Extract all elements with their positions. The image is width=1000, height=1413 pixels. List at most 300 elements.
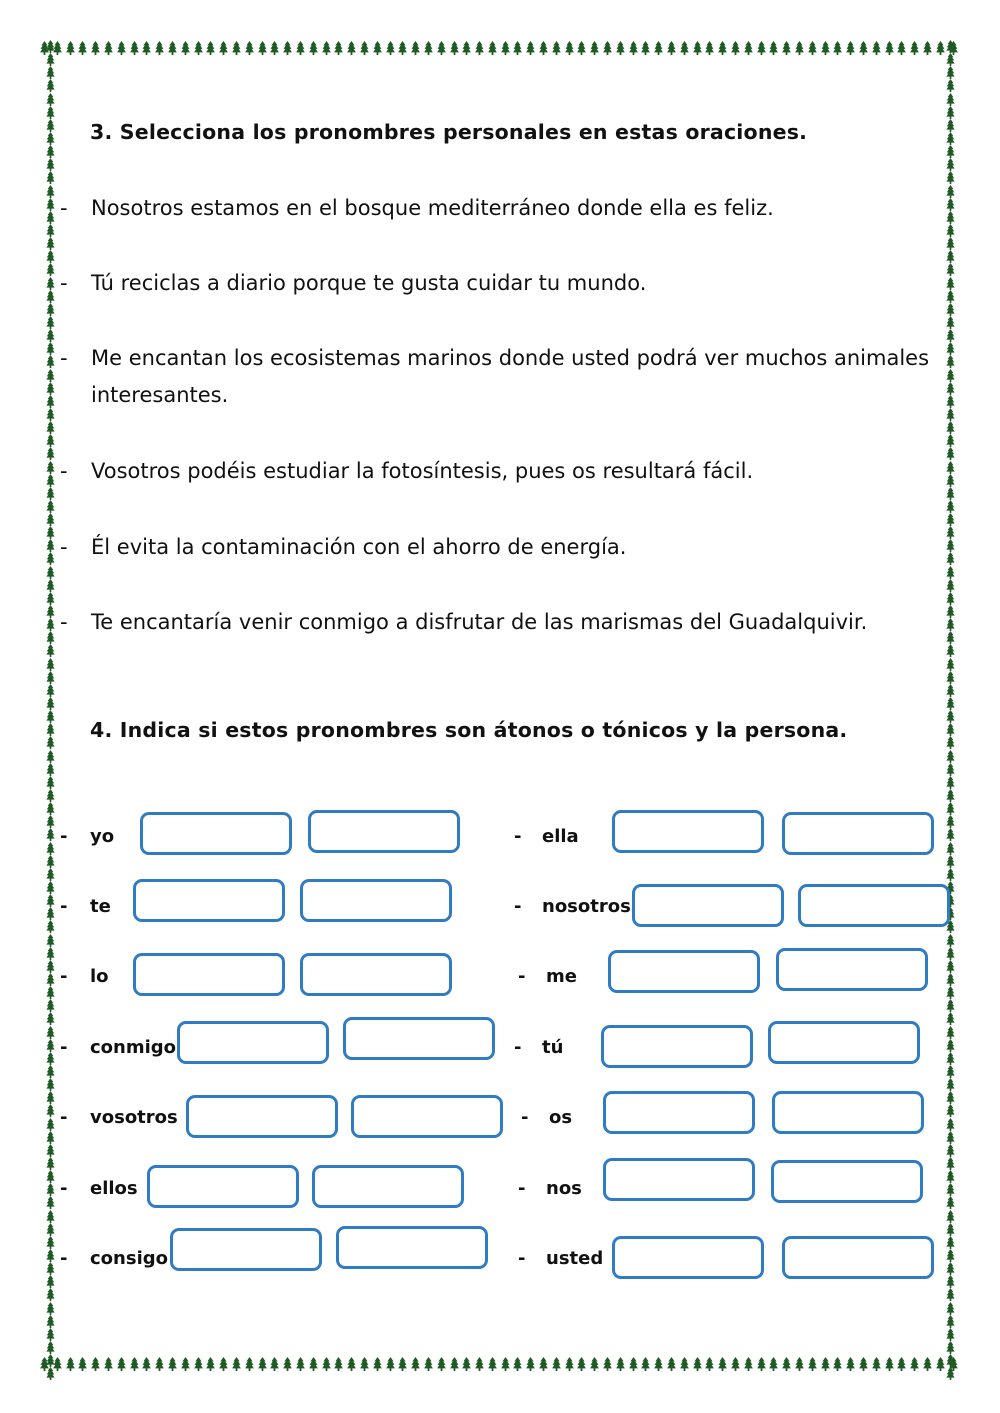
tree-icon	[104, 41, 113, 55]
tree-icon	[46, 1367, 55, 1380]
tree-icon	[46, 211, 55, 224]
tree-icon	[130, 41, 139, 55]
tree-icon	[46, 855, 55, 868]
tree-icon	[946, 868, 955, 881]
tree-icon	[946, 145, 955, 158]
tree-icon	[46, 973, 55, 986]
tree-icon	[833, 41, 842, 55]
tree-icon	[910, 41, 919, 55]
tree-icon	[946, 40, 955, 53]
tree-icon	[46, 1262, 55, 1275]
tree-icon	[46, 1144, 55, 1157]
tree-icon	[46, 697, 55, 710]
answer-input-type[interactable]	[147, 1165, 299, 1208]
tree-icon	[46, 868, 55, 881]
tree-icon	[946, 1026, 955, 1039]
tree-icon	[117, 41, 126, 55]
tree-icon	[782, 1357, 791, 1371]
tree-icon	[590, 1357, 599, 1371]
sentence-text[interactable]: Me encantan los ecosistemas marinos donde usted podrá ver muchos animales interesantes.	[91, 346, 930, 407]
pronoun-label: me	[546, 966, 577, 987]
tree-icon	[910, 1357, 919, 1371]
tree-icon	[946, 1012, 955, 1025]
left-border	[42, 40, 58, 1380]
tree-icon	[946, 1078, 955, 1091]
tree-icon	[46, 1275, 55, 1288]
pronoun-label: nosotros	[542, 896, 631, 917]
tree-icon	[946, 999, 955, 1012]
answer-input-type[interactable]	[177, 1021, 329, 1064]
tree-icon	[462, 1357, 471, 1371]
list-dash: -	[60, 1248, 68, 1269]
tree-icon	[46, 618, 55, 631]
tree-icon	[232, 41, 241, 55]
tree-icon	[46, 566, 55, 579]
tree-icon	[475, 1357, 484, 1371]
tree-icon	[946, 1131, 955, 1144]
tree-icon	[46, 171, 55, 184]
tree-icon	[46, 447, 55, 460]
tree-icon	[46, 934, 55, 947]
tree-icon	[46, 303, 55, 316]
pronoun-label: vosotros	[90, 1107, 178, 1128]
tree-icon	[46, 1315, 55, 1328]
tree-icon	[46, 66, 55, 79]
answer-input-person[interactable]	[351, 1095, 503, 1138]
tree-icon	[946, 1341, 955, 1354]
answer-input-person[interactable]	[308, 810, 460, 853]
tree-icon	[946, 710, 955, 723]
pronoun-label: lo	[90, 966, 109, 987]
tree-icon	[629, 41, 638, 55]
answer-input-type[interactable]	[612, 1236, 764, 1279]
tree-icon	[795, 1357, 804, 1371]
tree-icon	[946, 1210, 955, 1223]
tree-icon	[946, 355, 955, 368]
tree-icon	[946, 132, 955, 145]
tree-icon	[142, 41, 151, 55]
tree-icon	[744, 1357, 753, 1371]
tree-icon	[46, 802, 55, 815]
tree-icon	[168, 1357, 177, 1371]
tree-icon	[526, 41, 535, 55]
tree-icon	[46, 960, 55, 973]
tree-icon	[946, 1052, 955, 1065]
tree-icon	[513, 1357, 522, 1371]
tree-icon	[946, 1236, 955, 1249]
tree-icon	[219, 41, 228, 55]
tree-icon	[769, 1357, 778, 1371]
tree-icon	[46, 474, 55, 487]
tree-icon	[46, 1065, 55, 1078]
tree-icon	[46, 763, 55, 776]
list-dash: -	[518, 1248, 526, 1269]
tree-icon	[946, 106, 955, 119]
tree-icon	[946, 461, 955, 474]
tree-icon	[437, 1357, 446, 1371]
tree-icon	[91, 1357, 100, 1371]
tree-icon	[946, 1104, 955, 1117]
tree-icon	[946, 855, 955, 868]
tree-icon	[46, 736, 55, 749]
tree-icon	[46, 947, 55, 960]
answer-input-person[interactable]	[772, 1091, 924, 1134]
tree-icon	[616, 41, 625, 55]
tree-icon	[782, 41, 791, 55]
tree-icon	[46, 145, 55, 158]
tree-icon	[46, 382, 55, 395]
bottom-border	[40, 1354, 958, 1374]
tree-icon	[565, 41, 574, 55]
tree-icon	[859, 41, 868, 55]
tree-icon	[946, 487, 955, 500]
tree-icon	[654, 41, 663, 55]
tree-icon	[386, 1357, 395, 1371]
tree-icon	[897, 41, 906, 55]
tree-icon	[450, 41, 459, 55]
tree-icon	[181, 41, 190, 55]
tree-icon	[946, 934, 955, 947]
tree-icon	[946, 526, 955, 539]
tree-icon	[552, 1357, 561, 1371]
tree-icon	[142, 1357, 151, 1371]
tree-icon	[654, 1357, 663, 1371]
tree-icon	[946, 342, 955, 355]
tree-icon	[296, 41, 305, 55]
tree-icon	[46, 526, 55, 539]
tree-icon	[462, 41, 471, 55]
answer-input-person[interactable]	[768, 1021, 920, 1064]
tree-icon	[946, 447, 955, 460]
exercise-3-title: 3. Selecciona los pronombres personales en estas oraciones.	[90, 120, 808, 144]
tree-icon	[946, 408, 955, 421]
tree-icon	[946, 171, 955, 184]
tree-icon	[46, 552, 55, 565]
tree-icon	[946, 1196, 955, 1209]
pronoun-label: os	[549, 1107, 573, 1128]
top-border	[40, 38, 958, 58]
tree-icon	[859, 1357, 868, 1371]
answer-input-type[interactable]	[133, 953, 285, 996]
tree-icon	[322, 1357, 331, 1371]
pronoun-label: ellos	[90, 1178, 138, 1199]
tree-icon	[46, 1328, 55, 1341]
tree-icon	[552, 41, 561, 55]
exercise-4-title: 4. Indica si estos pronombres son átonos o tónicos y la persona.	[90, 718, 848, 742]
tree-icon	[46, 355, 55, 368]
tree-icon	[744, 41, 753, 55]
tree-icon	[718, 41, 727, 55]
sentence-item[interactable]	[60, 265, 940, 302]
tree-icon	[46, 842, 55, 855]
tree-icon	[731, 1357, 740, 1371]
tree-icon	[680, 41, 689, 55]
tree-icon	[46, 316, 55, 329]
tree-icon	[946, 513, 955, 526]
tree-icon	[360, 41, 369, 55]
tree-icon	[946, 973, 955, 986]
answer-input-person[interactable]	[312, 1165, 464, 1208]
tree-icon	[603, 1357, 612, 1371]
tree-icon	[946, 277, 955, 290]
sentence-text[interactable]: Nosotros estamos en el bosque mediterráneo donde ella es feliz.	[91, 196, 774, 220]
tree-icon	[488, 1357, 497, 1371]
tree-icon	[46, 434, 55, 447]
tree-icon	[680, 1357, 689, 1371]
tree-icon	[808, 1357, 817, 1371]
list-dash: -	[518, 966, 526, 987]
tree-icon	[946, 474, 955, 487]
tree-icon	[46, 487, 55, 500]
answer-input-type[interactable]	[612, 810, 764, 853]
tree-icon	[946, 947, 955, 960]
tree-icon	[769, 41, 778, 55]
sentence-item[interactable]	[60, 604, 940, 641]
tree-icon	[946, 1328, 955, 1341]
tree-icon	[46, 1039, 55, 1052]
tree-icon	[946, 434, 955, 447]
tree-icon	[424, 1357, 433, 1371]
answer-input-person[interactable]	[300, 879, 452, 922]
answer-input-type[interactable]	[603, 1158, 755, 1201]
tree-icon	[46, 1052, 55, 1065]
tree-icon	[731, 41, 740, 55]
tree-icon	[946, 1223, 955, 1236]
tree-icon	[946, 329, 955, 342]
tree-icon	[46, 500, 55, 513]
tree-icon	[322, 41, 331, 55]
tree-icon	[946, 802, 955, 815]
tree-icon	[258, 41, 267, 55]
tree-icon	[946, 290, 955, 303]
tree-icon	[334, 1357, 343, 1371]
tree-icon	[946, 211, 955, 224]
tree-icon	[46, 1341, 55, 1354]
tree-icon	[46, 1183, 55, 1196]
tree-icon	[946, 1275, 955, 1288]
tree-icon	[78, 1357, 87, 1371]
tree-icon	[347, 41, 356, 55]
answer-input-type[interactable]	[140, 812, 292, 855]
tree-icon	[46, 119, 55, 132]
tree-icon	[475, 41, 484, 55]
tree-icon	[296, 1357, 305, 1371]
sentence-item[interactable]	[60, 529, 940, 566]
pronoun-label: te	[90, 896, 111, 917]
tree-icon	[46, 894, 55, 907]
tree-icon	[946, 53, 955, 66]
tree-icon	[946, 960, 955, 973]
tree-icon	[946, 592, 955, 605]
tree-icon	[526, 1357, 535, 1371]
tree-icon	[347, 1357, 356, 1371]
tree-icon	[577, 1357, 586, 1371]
tree-icon	[946, 736, 955, 749]
answer-input-person[interactable]	[782, 812, 934, 855]
tree-icon	[946, 763, 955, 776]
pronoun-label: nos	[546, 1178, 582, 1199]
tree-icon	[946, 605, 955, 618]
tree-icon	[946, 382, 955, 395]
tree-icon	[641, 41, 650, 55]
tree-icon	[91, 41, 100, 55]
tree-icon	[424, 41, 433, 55]
tree-icon	[946, 671, 955, 684]
list-dash: -	[514, 826, 522, 847]
tree-icon	[946, 1367, 955, 1380]
tree-icon	[181, 1357, 190, 1371]
tree-icon	[46, 237, 55, 250]
tree-icon	[46, 1236, 55, 1249]
answer-input-person[interactable]	[771, 1160, 923, 1203]
answer-input-type[interactable]	[608, 950, 760, 993]
tree-icon	[46, 605, 55, 618]
tree-icon	[46, 750, 55, 763]
tree-icon	[946, 66, 955, 79]
tree-icon	[46, 999, 55, 1012]
tree-icon	[219, 1357, 228, 1371]
tree-icon	[283, 41, 292, 55]
list-dash: -	[60, 459, 68, 483]
tree-icon	[718, 1357, 727, 1371]
tree-icon	[66, 1357, 75, 1371]
tree-icon	[667, 1357, 676, 1371]
answer-input-type[interactable]	[632, 884, 784, 927]
sentence-item[interactable]	[60, 453, 940, 490]
tree-icon	[946, 369, 955, 382]
tree-icon	[104, 1357, 113, 1371]
tree-icon	[946, 1262, 955, 1275]
tree-icon	[539, 1357, 548, 1371]
tree-icon	[885, 41, 894, 55]
tree-icon	[46, 53, 55, 66]
tree-icon	[590, 41, 599, 55]
sentence-text[interactable]: Te encantaría venir conmigo a disfrutar de las marismas del Guadalquivir.	[91, 610, 868, 634]
list-dash: -	[60, 196, 68, 220]
answer-input-type[interactable]	[601, 1025, 753, 1068]
tree-icon	[821, 41, 830, 55]
tree-icon	[130, 1357, 139, 1371]
tree-icon	[946, 579, 955, 592]
tree-icon	[46, 1288, 55, 1301]
tree-icon	[488, 41, 497, 55]
tree-icon	[946, 250, 955, 263]
right-border	[942, 40, 958, 1380]
tree-icon	[46, 1157, 55, 1170]
tree-icon	[270, 41, 279, 55]
tree-icon	[946, 776, 955, 789]
tree-icon	[846, 41, 855, 55]
tree-icon	[946, 93, 955, 106]
answer-input-person[interactable]	[798, 884, 950, 927]
tree-icon	[206, 41, 215, 55]
tree-icon	[46, 224, 55, 237]
tree-icon	[946, 723, 955, 736]
tree-icon	[946, 986, 955, 999]
list-dash: -	[518, 1178, 526, 1199]
answer-input-person[interactable]	[776, 948, 928, 991]
tree-icon	[946, 1144, 955, 1157]
list-dash: -	[60, 896, 68, 917]
tree-icon	[513, 41, 522, 55]
tree-icon	[946, 119, 955, 132]
tree-icon	[46, 684, 55, 697]
list-dash: -	[60, 1178, 68, 1199]
tree-icon	[46, 671, 55, 684]
sentence-text[interactable]: Él evita la contaminación con el ahorro de energía.	[91, 535, 627, 559]
tree-icon	[946, 539, 955, 552]
tree-icon	[946, 198, 955, 211]
answer-input-type[interactable]	[603, 1091, 755, 1134]
tree-icon	[46, 986, 55, 999]
answer-input-person[interactable]	[782, 1236, 934, 1279]
tree-icon	[155, 1357, 164, 1371]
tree-icon	[46, 1012, 55, 1025]
tree-icon	[46, 815, 55, 828]
tree-icon	[360, 1357, 369, 1371]
answer-input-type[interactable]	[170, 1228, 322, 1271]
tree-icon	[66, 41, 75, 55]
answer-input-type[interactable]	[186, 1095, 338, 1138]
tree-icon	[946, 1302, 955, 1315]
tree-icon	[946, 697, 955, 710]
tree-icon	[946, 815, 955, 828]
tree-icon	[946, 79, 955, 92]
tree-icon	[821, 1357, 830, 1371]
sentence-text[interactable]: Tú reciclas a diario porque te gusta cuidar tu mundo.	[91, 271, 647, 295]
tree-icon	[258, 1357, 267, 1371]
tree-icon	[757, 41, 766, 55]
tree-icon	[946, 263, 955, 276]
tree-icon	[946, 395, 955, 408]
tree-icon	[46, 592, 55, 605]
answer-input-person[interactable]	[343, 1017, 495, 1060]
tree-icon	[46, 539, 55, 552]
answer-input-person[interactable]	[300, 953, 452, 996]
answer-input-person[interactable]	[336, 1226, 488, 1269]
list-dash: -	[60, 966, 68, 987]
tree-icon	[946, 1065, 955, 1078]
sentence-item[interactable]	[60, 190, 940, 227]
tree-icon	[46, 342, 55, 355]
tree-icon	[46, 461, 55, 474]
tree-icon	[46, 158, 55, 171]
tree-icon	[946, 1118, 955, 1131]
tree-icon	[46, 79, 55, 92]
list-dash: -	[60, 271, 68, 295]
tree-icon	[946, 566, 955, 579]
sentence-item[interactable]	[60, 340, 940, 414]
tree-icon	[641, 1357, 650, 1371]
sentence-text[interactable]: Vosotros podéis estudiar la fotosíntesis, pues os resultará fácil.	[91, 459, 754, 483]
tree-icon	[450, 1357, 459, 1371]
tree-icon	[705, 1357, 714, 1371]
tree-icon	[946, 1170, 955, 1183]
tree-icon	[946, 618, 955, 631]
tree-icon	[46, 1223, 55, 1236]
pronoun-label: consigo	[90, 1248, 168, 1269]
tree-icon	[46, 40, 55, 53]
tree-icon	[46, 907, 55, 920]
tree-icon	[46, 1118, 55, 1131]
tree-icon	[946, 237, 955, 250]
tree-icon	[46, 395, 55, 408]
pronoun-label: tú	[542, 1037, 564, 1058]
tree-icon	[46, 277, 55, 290]
answer-input-type[interactable]	[133, 879, 285, 922]
tree-icon	[808, 41, 817, 55]
tree-icon	[46, 1249, 55, 1262]
